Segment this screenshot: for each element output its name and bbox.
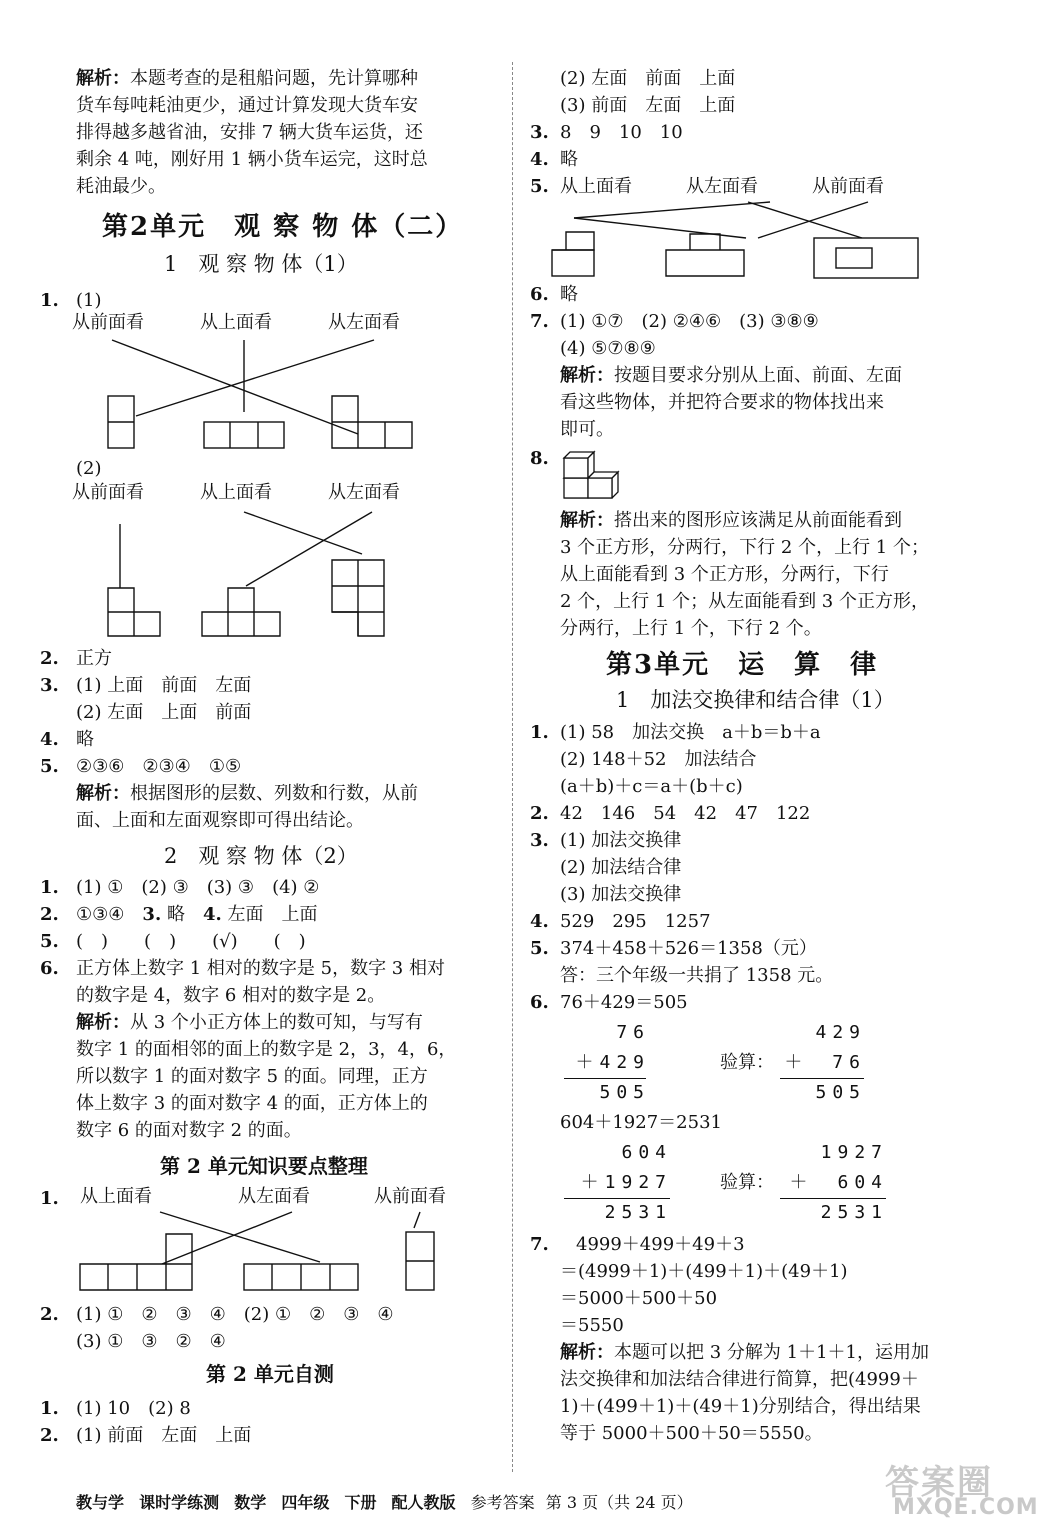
section-title: 第 2 单元自测 <box>206 1362 334 1386</box>
analysis-label: 解析： <box>560 510 614 531</box>
analysis-text: 排得越多越省油，安排 7 辆大货车运货，还 <box>76 122 423 143</box>
view-label-front: 从前面看 <box>812 176 884 197</box>
answer-text: ( ) ( ) (√) ( ) <box>76 931 306 952</box>
analysis-label: 解析： <box>560 365 614 386</box>
section-title: 1 观 察 物 体（1） <box>164 252 358 276</box>
question-number: 5. <box>530 938 549 959</box>
question-number: 4. <box>202 904 222 925</box>
question-number: 5. <box>530 176 549 197</box>
answer-text: ①③④ <box>76 904 143 925</box>
footer-grade: 四年级 <box>281 1493 330 1512</box>
analysis-text: 根据图形的层数、列数和行数，从前 <box>130 783 418 804</box>
analysis-text: 面、上面和左面观察即可得出结论。 <box>76 810 364 831</box>
analysis-text: 剩余 4 吨，刚好用 1 辆小货车运完，这时总 <box>76 149 428 170</box>
question-number: 1. <box>530 722 549 743</box>
footer-subject: 数学 <box>234 1493 267 1512</box>
sub-label: (2) <box>76 458 102 479</box>
question-number: 4. <box>530 911 549 932</box>
view-label-top: 从上面看 <box>200 482 272 503</box>
question-number: 2. <box>40 1425 59 1446</box>
unit-title: 第3单元 运 算 律 <box>606 650 879 680</box>
view-label-front: 从前面看 <box>72 312 144 333</box>
answer-text: (3) ① ③ ② ④ <box>76 1331 226 1352</box>
analysis-text: 货车每吨耗油更少，通过计算发现大货车安 <box>76 95 418 116</box>
section-title: 1 加法交换律和结合律（1） <box>616 688 895 712</box>
matching-diagram-4 <box>530 198 1000 288</box>
question-number: 1. <box>40 1188 59 1209</box>
answer-text: (1) 58 加法交换 a＋b＝b＋a <box>560 722 821 743</box>
analysis-block <box>76 783 418 805</box>
answer-text: (3) 前面 左面 上面 <box>560 95 736 116</box>
view-label-left: 从左面看 <box>238 1186 310 1207</box>
question-number: 2. <box>40 904 59 925</box>
watermark-url: MXQE.COM <box>893 1495 1039 1520</box>
answer-text: 略 <box>161 904 203 925</box>
footer-volume: 下册 <box>344 1493 377 1512</box>
view-label-front: 从前面看 <box>72 482 144 503</box>
analysis-text: 按题目要求分别从上面、前面、左面 <box>614 365 902 386</box>
view-label-front: 从前面看 <box>374 1186 446 1207</box>
equation: 4999＋499＋49＋3 <box>576 1234 745 1255</box>
answer-text: 42 146 54 42 47 122 <box>560 803 811 824</box>
answer-text: (2) 左面 前面 上面 <box>560 68 736 89</box>
answer-text: (1) ① (2) ③ (3) ③ (4) ② <box>76 877 320 898</box>
column-divider <box>512 62 513 1472</box>
watermark-text: 答案圈 <box>885 1463 993 1503</box>
answer-text: 左面 上面 <box>221 904 318 925</box>
answer-text: 正方 <box>76 648 112 669</box>
calc-addend: ＋1927 <box>580 1172 672 1193</box>
analysis-label: 解析： <box>76 1012 130 1033</box>
analysis-text: 从 3 个小正方体上的数可知，与写有 <box>130 1012 423 1033</box>
equation: 76＋429＝505 <box>560 992 688 1013</box>
analysis-text: 数字 6 的面对数字 2 的面。 <box>76 1120 302 1141</box>
analysis-text: 法交换律和加法结合律进行简算，把(4999＋ <box>560 1369 919 1390</box>
analysis-text: 从上面能看到 3 个正方形，分两行，下行 <box>560 564 889 585</box>
answer-text: 529 295 1257 <box>560 911 711 932</box>
question-number: 2. <box>40 1304 59 1325</box>
analysis-text: 3 个正方形，分两行，下行 2 个，上行 1 个； <box>560 537 929 558</box>
check-label: 验算： <box>720 1052 774 1073</box>
answer-text: 略 <box>560 149 578 170</box>
view-label-top: 从上面看 <box>80 1186 152 1207</box>
answer-text: 答：三个年级一共捐了 1358 元。 <box>560 965 834 986</box>
calc-result: 2531 <box>604 1202 672 1223</box>
analysis-text: 等于 5000＋500＋50＝5550。 <box>560 1423 823 1444</box>
analysis-block <box>560 510 902 532</box>
answer-line <box>76 904 317 926</box>
analysis-text: 耗油最少。 <box>76 176 166 197</box>
calc-result: 505 <box>815 1082 866 1103</box>
question-number: 7. <box>530 1234 549 1255</box>
question-number: 3. <box>40 675 59 696</box>
question-number: 6. <box>40 958 59 979</box>
equation: ＝5550 <box>560 1315 624 1336</box>
analysis-text: 所以数字 1 的面对数字 5 的面。同理，正方 <box>76 1066 428 1087</box>
answer-text: ②③⑥ ②③④ ①⑤ <box>76 756 242 777</box>
answer-text: (4) ⑤⑦⑧⑨ <box>560 338 656 359</box>
view-label-left: 从左面看 <box>328 312 400 333</box>
page-number: 第 3 页（共 24 页） <box>545 1493 693 1512</box>
calc-top: 604 <box>621 1142 672 1163</box>
analysis-block <box>76 1012 423 1034</box>
question-number: 6. <box>530 284 549 305</box>
answer-text: (2) 加法结合律 <box>560 857 682 878</box>
analysis-text: 数字 1 的面相邻的面上的数字是 2，3，4，6， <box>76 1039 457 1060</box>
answer-text: (1) 前面 左面 上面 <box>76 1425 252 1446</box>
question-number: 2. <box>40 648 59 669</box>
answer-text: 的数字是 4，数字 6 相对的数字是 2。 <box>76 985 386 1006</box>
watermark-logo <box>875 1455 1039 1527</box>
matching-diagram-2 <box>40 504 496 639</box>
section-title: 第 2 单元知识要点整理 <box>160 1154 368 1178</box>
page-footer <box>76 1490 693 1513</box>
matching-diagram-3 <box>40 1208 496 1298</box>
analysis-text: 2 个，上行 1 个；从左面能看到 3 个正方形， <box>560 591 929 612</box>
answer-text: (1) ①⑦ (2) ②④⑥ (3) ③⑧⑨ <box>560 311 819 332</box>
footer-brand: 教与学 <box>76 1493 125 1512</box>
question-number: 1. <box>40 1398 59 1419</box>
answer-text: (3) 加法交换律 <box>560 884 682 905</box>
answer-text: 略 <box>560 284 578 305</box>
question-number: 3. <box>530 122 549 143</box>
answer-text: (a＋b)＋c＝a＋(b＋c) <box>560 776 743 797</box>
analysis-text: 分两行，上行 1 个，下行 2 个。 <box>560 618 822 639</box>
analysis-text: 看这些物体，并把符合要求的物体找出来 <box>560 392 884 413</box>
analysis-text: 1)＋(499＋1)＋(49＋1)分别结合，得出结果 <box>560 1396 921 1417</box>
footer-series: 课时学练测 <box>139 1493 220 1512</box>
calc-top: 429 <box>815 1022 866 1043</box>
analysis-text: 体上数字 3 的面对数字 4 的面，正方体上的 <box>76 1093 428 1114</box>
calc-line <box>780 1078 864 1079</box>
question-number: 4. <box>40 729 59 750</box>
calc-result: 505 <box>599 1082 650 1103</box>
section-title: 2 观 察 物 体（2） <box>164 844 358 868</box>
analysis-block <box>560 365 902 387</box>
footer-edition: 配人教版 <box>391 1493 456 1512</box>
calc-line <box>780 1198 886 1199</box>
question-number: 1. <box>40 290 59 311</box>
analysis-text: 本题可以把 3 分解为 1＋1＋1，运用加 <box>614 1342 929 1363</box>
analysis-text: 搭出来的图形应该满足从前面能看到 <box>614 510 902 531</box>
view-label-left: 从左面看 <box>328 482 400 503</box>
analysis-text: 即可。 <box>560 419 614 440</box>
calc-top: 76 <box>616 1022 650 1043</box>
calc-line <box>564 1078 646 1079</box>
question-number: 1. <box>40 877 59 898</box>
question-number: 7. <box>530 311 549 332</box>
answer-text: 正方体上数字 1 相对的数字是 5，数字 3 相对 <box>76 958 445 979</box>
calc-addend: ＋ 604 <box>789 1172 888 1193</box>
view-label-left: 从左面看 <box>686 176 758 197</box>
view-label-top: 从上面看 <box>560 176 632 197</box>
analysis-text: 本题考查的是租船问题，先计算哪种 <box>130 68 418 89</box>
answer-text: (1) ① ② ③ ④ (2) ① ② ③ ④ <box>76 1304 394 1325</box>
footer-answers: 参考答案 <box>470 1493 535 1512</box>
answer-text: (2) 左面 上面 前面 <box>76 702 252 723</box>
answer-text: 略 <box>76 729 94 750</box>
calc-addend: ＋429 <box>575 1052 650 1073</box>
analysis-label: 解析： <box>76 68 130 89</box>
sub-label: (1) <box>76 290 102 311</box>
question-number: 3. <box>530 830 549 851</box>
matching-diagram-1 <box>40 332 496 452</box>
question-number: 6. <box>530 992 549 1013</box>
view-label-top: 从上面看 <box>200 312 272 333</box>
unit-title: 第2单元 观 察 物 体（二） <box>102 212 464 242</box>
calc-result: 2531 <box>820 1202 888 1223</box>
equation: 604＋1927＝2531 <box>560 1112 722 1133</box>
question-number: 3. <box>142 904 162 925</box>
question-number: 5. <box>40 756 59 777</box>
question-number: 8. <box>530 448 549 469</box>
answer-text: (1) 上面 前面 左面 <box>76 675 252 696</box>
cube-drawing <box>560 446 620 506</box>
calc-line <box>564 1198 670 1199</box>
equation: ＝5000＋500＋50 <box>560 1288 718 1309</box>
analysis-block <box>76 68 418 90</box>
question-number: 5. <box>40 931 59 952</box>
question-number: 2. <box>530 803 549 824</box>
analysis-label: 解析： <box>560 1342 614 1363</box>
calc-addend: ＋ 76 <box>784 1052 866 1073</box>
answer-text: (2) 148＋52 加法结合 <box>560 749 757 770</box>
calc-top: 1927 <box>820 1142 888 1163</box>
answer-text: (1) 加法交换律 <box>560 830 682 851</box>
answer-text: (1) 10 (2) 8 <box>76 1398 191 1419</box>
answer-text: 374＋458＋526＝1358（元） <box>560 938 817 959</box>
check-label: 验算： <box>720 1172 774 1193</box>
equation: ＝(4999＋1)＋(499＋1)＋(49＋1) <box>560 1261 848 1282</box>
analysis-label: 解析： <box>76 783 130 804</box>
question-number: 4. <box>530 149 549 170</box>
answer-text: 8 9 10 10 <box>560 122 683 143</box>
analysis-block <box>560 1342 929 1364</box>
